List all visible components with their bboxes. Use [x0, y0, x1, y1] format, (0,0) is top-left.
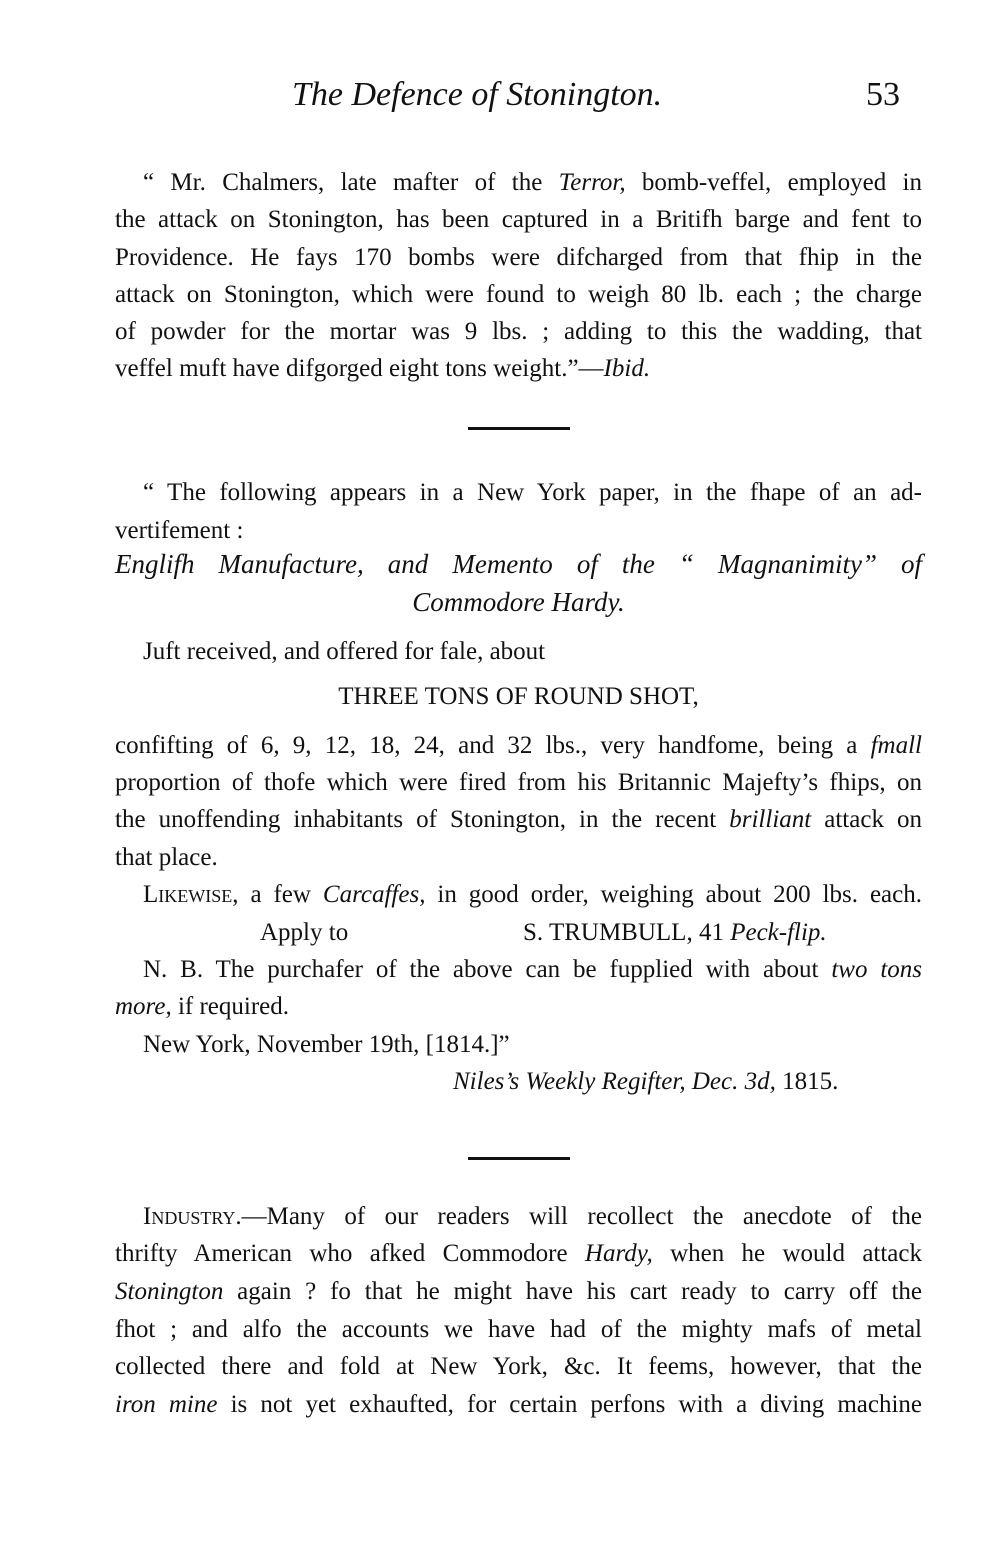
italic-text: Ibid.: [603, 355, 651, 382]
text-line: [115, 243, 922, 273]
text-segment: when he would attack: [652, 1240, 922, 1267]
text-segment: is not yet exhaufted, for certain perfons with a diving machine: [217, 1391, 923, 1418]
section-divider: [468, 427, 570, 430]
text-segment: Industry.: [143, 1203, 242, 1230]
italic-text: more,: [115, 993, 172, 1020]
text-line: [115, 1390, 922, 1420]
text-segment: thrifty American who afked Commodore: [115, 1240, 585, 1267]
text-segment: Apply to: [260, 919, 349, 946]
italic-text: Peck-flip.: [730, 919, 827, 946]
text-line: [115, 354, 922, 384]
text-segment: bomb-veffel, employed in: [625, 169, 922, 196]
text-segment: Juft received, and offered for fale, about: [143, 638, 546, 665]
text-segment: proportion of thofe which were fired from his Britannic Majefty’s fhips, on: [115, 769, 922, 796]
text-segment: attack on: [811, 806, 922, 833]
italic-text: Hardy,: [584, 1240, 653, 1267]
text-segment: if required.: [171, 993, 290, 1020]
text-line: [115, 516, 922, 546]
text-segment: confifting of 6, 9, 12, 18, 24, and 32 lbs., very handfome, being a: [115, 732, 871, 759]
text-line: [115, 280, 922, 310]
text-line: [143, 955, 922, 985]
italic-text: brilliant: [729, 806, 812, 833]
text-line: [115, 1315, 922, 1345]
text-line: [115, 731, 922, 761]
text-line: [115, 843, 922, 873]
page-number: 53: [866, 76, 900, 113]
italic-text: Englifh Manufacture, and Memento of the “ Magnanimity” of: [115, 549, 922, 579]
text-line: [143, 168, 922, 198]
text-segment: veffel muft have difgorged eight tons weight.”—: [115, 355, 604, 382]
section-divider: [468, 1157, 570, 1160]
text-segment: “ The following appears in a New York paper, in the fhape of an ad-: [143, 479, 922, 506]
italic-text: Carcaffes,: [322, 881, 426, 908]
text-line: [115, 587, 922, 617]
text-segment: the attack on Stonington, has been captured in a Britifh barge and fent to: [115, 206, 922, 233]
text-segment: again ? fo that he might have his cart ready to carry off the: [223, 1278, 922, 1305]
text-segment: S. TRUMBULL, 41: [523, 919, 731, 946]
text-segment: attack on Stonington, which were found to weigh 80 lb. each ; the charge: [115, 281, 922, 308]
text-segment: N. B. The purchafer of the above can be fupplied with about: [143, 956, 832, 983]
text-line: [143, 637, 922, 667]
text-segment: of powder for the mortar was 9 lbs. ; adding to this the wadding, that: [115, 318, 922, 345]
text-line: [115, 317, 922, 347]
text-line: [143, 1030, 922, 1060]
text-line: [143, 478, 922, 508]
text-segment: vertifement :: [115, 517, 244, 544]
text-line: [143, 1202, 922, 1232]
text-line: [115, 805, 922, 835]
italic-text: iron mine: [115, 1391, 218, 1418]
text-segment: fhot ; and alfo the accounts we have had of the mighty mafs of metal: [115, 1316, 922, 1343]
text-segment: that place.: [115, 844, 218, 871]
italic-text: Commodore Hardy.: [412, 587, 625, 617]
text-line: [115, 1277, 922, 1307]
text-line: [143, 880, 922, 910]
text-segment: the unoffending inhabitants of Stonington, in the recent: [115, 806, 730, 833]
text-line: [115, 1239, 922, 1269]
text-segment: Likewise,: [143, 881, 239, 908]
running-title: The Defence of Stonington.: [292, 76, 663, 113]
text-segment: —Many of our readers will recollect the anecdote of the: [241, 1203, 922, 1230]
text-line: [115, 549, 922, 579]
text-segment: a few: [238, 881, 323, 908]
text-segment: Providence. He fays 170 bombs were difcharged from that fhip in the: [115, 244, 922, 271]
italic-text: Stonington: [115, 1278, 224, 1305]
text-segment: in good order, weighing about 200 lbs. each.: [425, 881, 922, 908]
text-line: [115, 205, 922, 235]
text-line: [115, 682, 922, 712]
italic-text: Niles’s Weekly Regifter, Dec. 3d,: [453, 1068, 776, 1095]
text-line: [453, 1067, 922, 1097]
text-line: [523, 918, 922, 948]
text-segment: 1815.: [775, 1068, 839, 1095]
text-segment: “ Mr. Chalmers, late mafter of the: [143, 169, 559, 196]
text-segment: collected there and fold at New York, &c. It feems, however, that the: [115, 1353, 922, 1380]
italic-text: fmall: [870, 732, 922, 759]
text-segment: New York, November 19th, [1814.]”: [143, 1031, 510, 1058]
text-line: [115, 768, 922, 798]
italic-text: Terror,: [558, 169, 626, 196]
text-segment: THREE TONS OF ROUND SHOT,: [338, 683, 699, 710]
text-line: [115, 992, 922, 1022]
italic-text: two tons: [831, 956, 922, 983]
text-line: [115, 1352, 922, 1382]
